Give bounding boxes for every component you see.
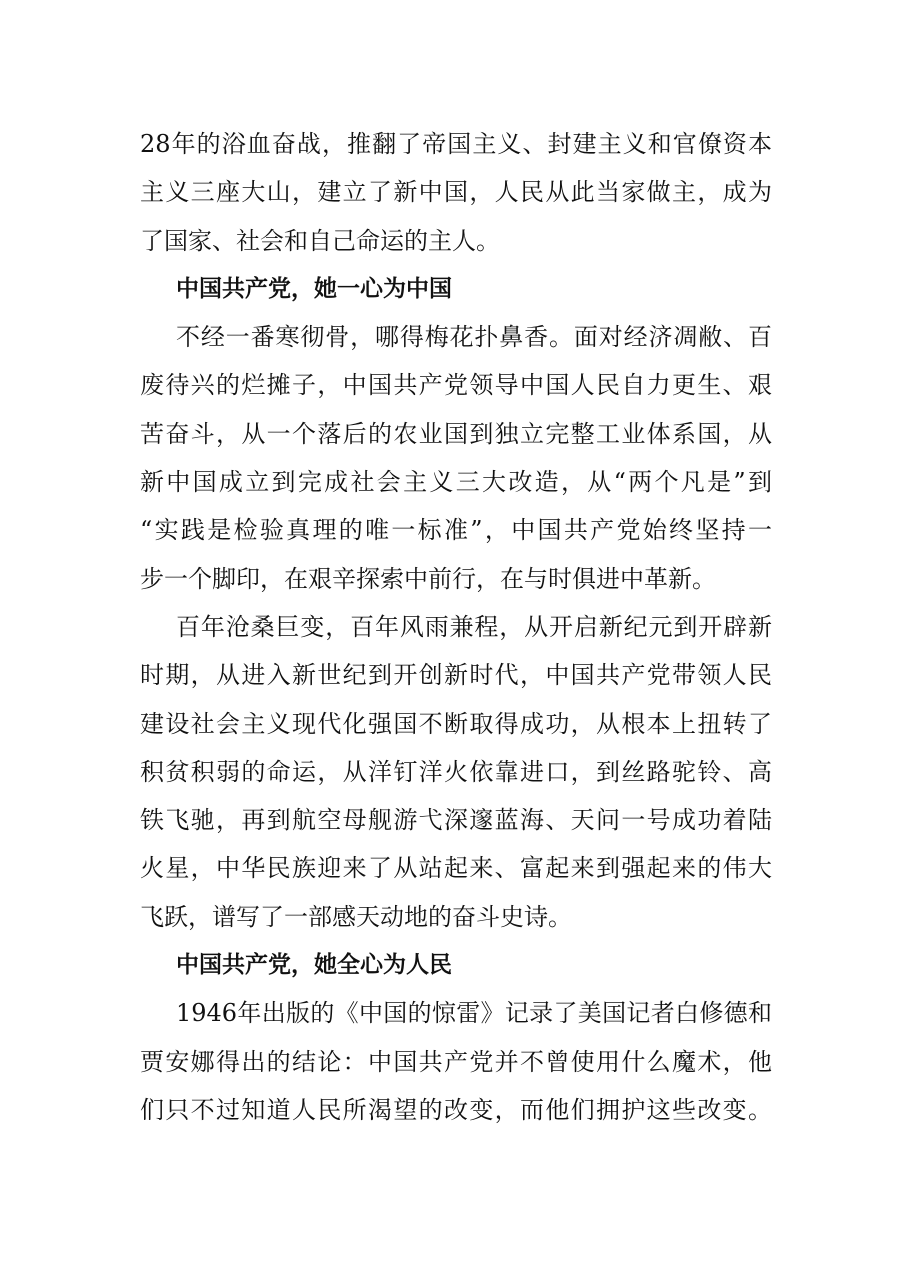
paragraph-line: 步一个脚印，在艰辛探索中前行，在与时俱进中革新。 <box>140 564 716 593</box>
paragraph-line: 们只不过知道人民所渴望的改变，而他们拥护这些改变。 <box>140 1095 772 1124</box>
paragraph-line: 1946年出版的《中国的惊雷》记录了美国记者白修德和 <box>176 999 772 1028</box>
paragraph-line: 火星，中华民族迎来了从站起来、富起来到强起来的伟大 <box>140 854 772 883</box>
paragraph-line: 苦奋斗，从一个落后的农业国到独立完整工业体系国，从 <box>140 419 772 448</box>
paragraph-line: 时期，从进入新世纪到开创新时代，中国共产党带领人民 <box>140 661 772 690</box>
paragraph-line: 主义三座大山，建立了新中国，人民从此当家做主，成为 <box>140 178 772 207</box>
paragraph-line: 不经一番寒彻骨，哪得梅花扑鼻香。面对经济凋敝、百 <box>176 323 772 352</box>
document-body <box>140 120 772 1134</box>
paragraph-line: 新中国成立到完成社会主义三大改造，从“两个凡是”到 <box>140 468 772 497</box>
paragraph-line: 铁飞驰，再到航空母舰游弋深邃蓝海、天问一号成功着陆 <box>140 806 772 835</box>
paragraph-line: 飞跃，谱写了一部感天动地的奋斗史诗。 <box>140 902 572 931</box>
paragraph-line: 贾安娜得出的结论：中国共产党并不曾使用什么魔术，他 <box>140 1047 772 1076</box>
paragraph-line: 积贫积弱的命运，从洋钉洋火依靠进口，到丝路驼铃、高 <box>140 757 772 786</box>
paragraph-line: “实践是检验真理的唯一标准”，中国共产党始终坚持一 <box>140 516 772 545</box>
paragraph-line: 了国家、社会和自己命运的主人。 <box>140 226 500 255</box>
section-heading: 中国共产党，她一心为中国 <box>176 275 452 302</box>
paragraph-line: 28年的浴血奋战，推翻了帝国主义、封建主义和官僚资本 <box>140 130 772 158</box>
section-heading: 中国共产党，她全心为人民 <box>176 952 452 979</box>
paragraph-line: 废待兴的烂摊子，中国共产党领导中国人民自力更生、艰 <box>140 371 772 400</box>
paragraph-line: 百年沧桑巨变，百年风雨兼程，从开启新纪元到开辟新 <box>176 612 772 641</box>
paragraph-line: 建设社会主义现代化强国不断取得成功，从根本上扭转了 <box>140 709 772 738</box>
